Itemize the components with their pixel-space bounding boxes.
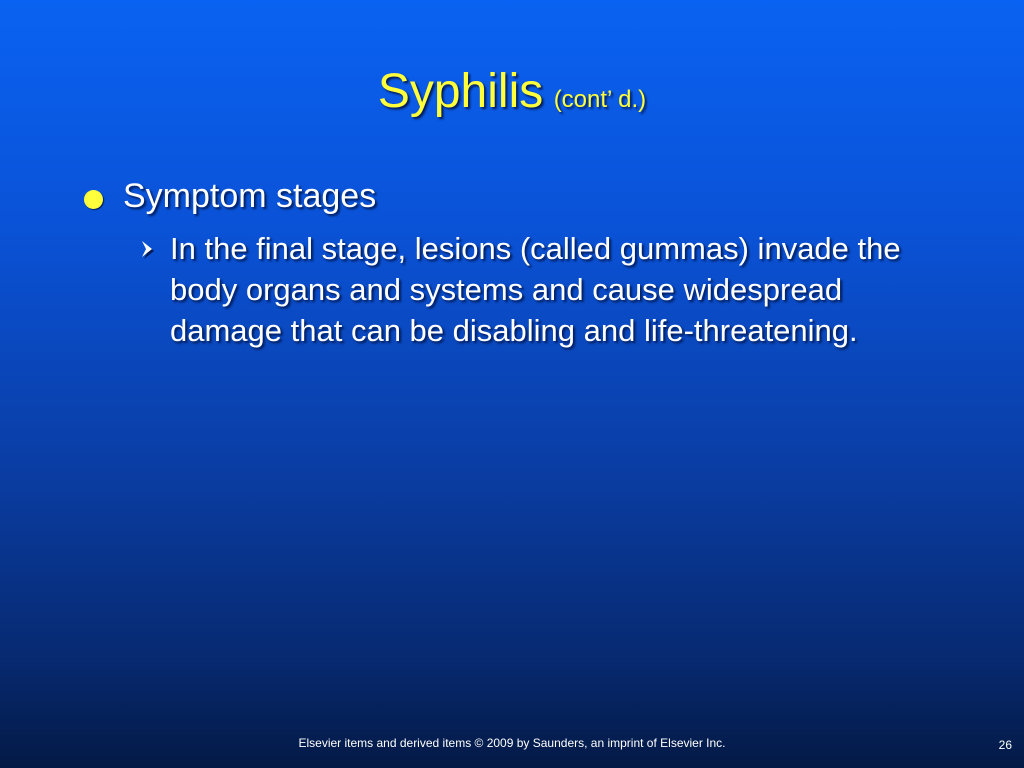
bullet-text: Symptom stages [123, 177, 377, 215]
title-main: Syphilis [377, 65, 544, 118]
page-number: 26 [998, 738, 1012, 752]
title-suffix: (cont’ d.) [553, 86, 647, 113]
slide-title [0, 64, 1024, 119]
sub-bullet-text: In the final stage, lesions (called gummas) invade the body organs and systems and cause widespread damage that can be disabling and life-threatening. [170, 231, 901, 348]
sub-bullet-item [140, 228, 950, 351]
bullet-item [84, 174, 376, 218]
footer-copyright: Elsevier items and derived items © 2009 by Saunders, an imprint of Elsevier Inc. [298, 736, 726, 750]
filled-circle-icon [84, 190, 103, 209]
arrow-right-icon [140, 239, 162, 259]
